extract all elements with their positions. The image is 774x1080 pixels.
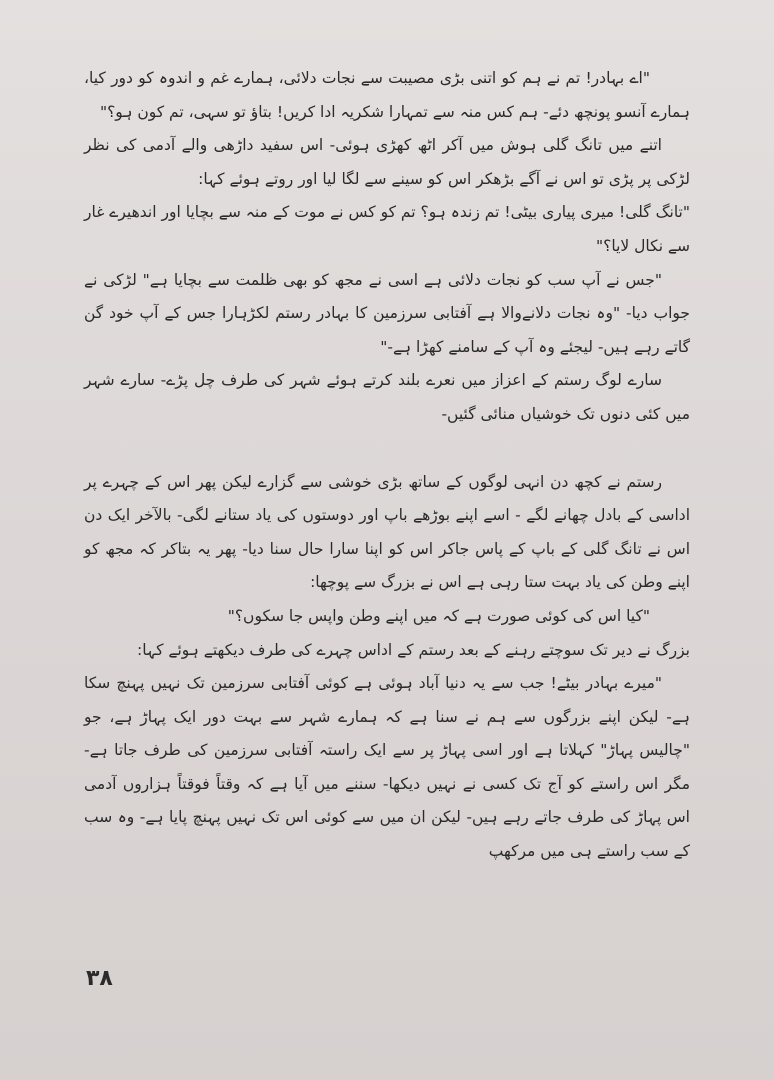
paragraph-5: سارے لوگ رستم کے اعزاز میں نعرے بلند کرتے ہوئے شہر کی طرف چل پڑے- سارے شہر میں کئی دنوں تک خوشیاں منائی گئیں-	[84, 371, 690, 423]
paragraph-7: "کیا اس کی کوئی صورت ہے کہ میں اپنے وطن واپس جا سکوں؟"	[227, 606, 650, 625]
page-number: ۳۸	[86, 966, 113, 991]
section-break	[84, 432, 690, 466]
paragraph-2: اتنے میں تانگ گلی ہوش میں آکر اٹھ کھڑی ہوئی- اس سفید داڑھی والے آدمی کی نظر لڑکی پر پڑی تو اس نے آگے بڑھکر اس کو سینے سے لگا لیا اور روتے ہوئے کہا:	[84, 136, 690, 188]
paragraph-1: "اے بہادر! تم نے ہم کو اتنی بڑی مصیبت سے نجات دلائی، ہمارے غم و اندوہ کو دور کیا، ہمارے آنسو پونچھ دئے- ہم کس منہ سے تمہارا شکریہ ادا کریں! بتاؤ تو سہی، تم کون ہو؟"	[84, 69, 690, 121]
paragraph-6: رستم نے کچھ دن انہی لوگوں کے ساتھ بڑی خوشی سے گزارے لیکن پھر اس کے چہرے پر اداسی کے بادل چھانے لگے - اسے اپنے بوڑھے باپ اور دوستوں کی یاد ستانے لگی- بالآخر ایک دن اس نے تانگ گلی کے باپ کے پاس جاکر اس کو اپنا سارا حال سنا دیا- پھر یہ بتاکر کہ مجھ کو اپنے وطن کی یاد بہت ستا رہی ہے اس نے بزرگ سے پوچھا:	[84, 472, 690, 592]
paragraph-4: "جس نے آپ سب کو نجات دلائی ہے اسی نے مجھ کو بھی ظلمت سے بچایا ہے" لڑکی نے جواب دیا- "وہ نجات دلانےوالا ہے آفتابی سرزمین کا بہادر رستم لکڑہارا جس کے آپ خود گن گاتے رہے ہیں- لیجئے وہ آپ کے سامنے کھڑا ہے-"	[84, 270, 690, 356]
page-text-body	[84, 62, 690, 869]
paragraph-8: بزرگ نے دیر تک سوچتے رہنے کے بعد رستم کے اداس چہرے کی طرف دیکھتے ہوئے کہا:	[137, 640, 690, 659]
paragraph-9: "میرے بہادر بیٹے! جب سے یہ دنیا آباد ہوئی ہے کوئی آفتابی سرزمین تک نہیں پہنچ سکا ہے- لیکن اپنے بزرگوں سے ہم نے سنا ہے کہ ہمارے شہر سے بہت دور ایک پہاڑ ہے، جو "چالیس پہاڑ" کہلاتا ہے اور اسی پہاڑ پر سے ایک راستہ آفتابی سرزمین کی طرف جاتا ہے- مگر اس راستے کو آج تک کسی نے نہیں دیکھا- سننے میں آیا ہے کہ وقتاً فوقتاً ہزاروں آدمی اس پہاڑ کی طرف جاتے رہے ہیں- لیکن ان میں سے کوئی اس تک نہیں پہنچ پایا ہے- وہ سب کے سب راستے ہی میں مرکھپ	[84, 674, 690, 861]
paragraph-3: "تانگ گلی! میری پیاری بیٹی! تم زندہ ہو؟ تم کو کس نے موت کے منہ سے بچایا اور اندھیرے غار سے نکال لایا؟"	[84, 203, 690, 255]
